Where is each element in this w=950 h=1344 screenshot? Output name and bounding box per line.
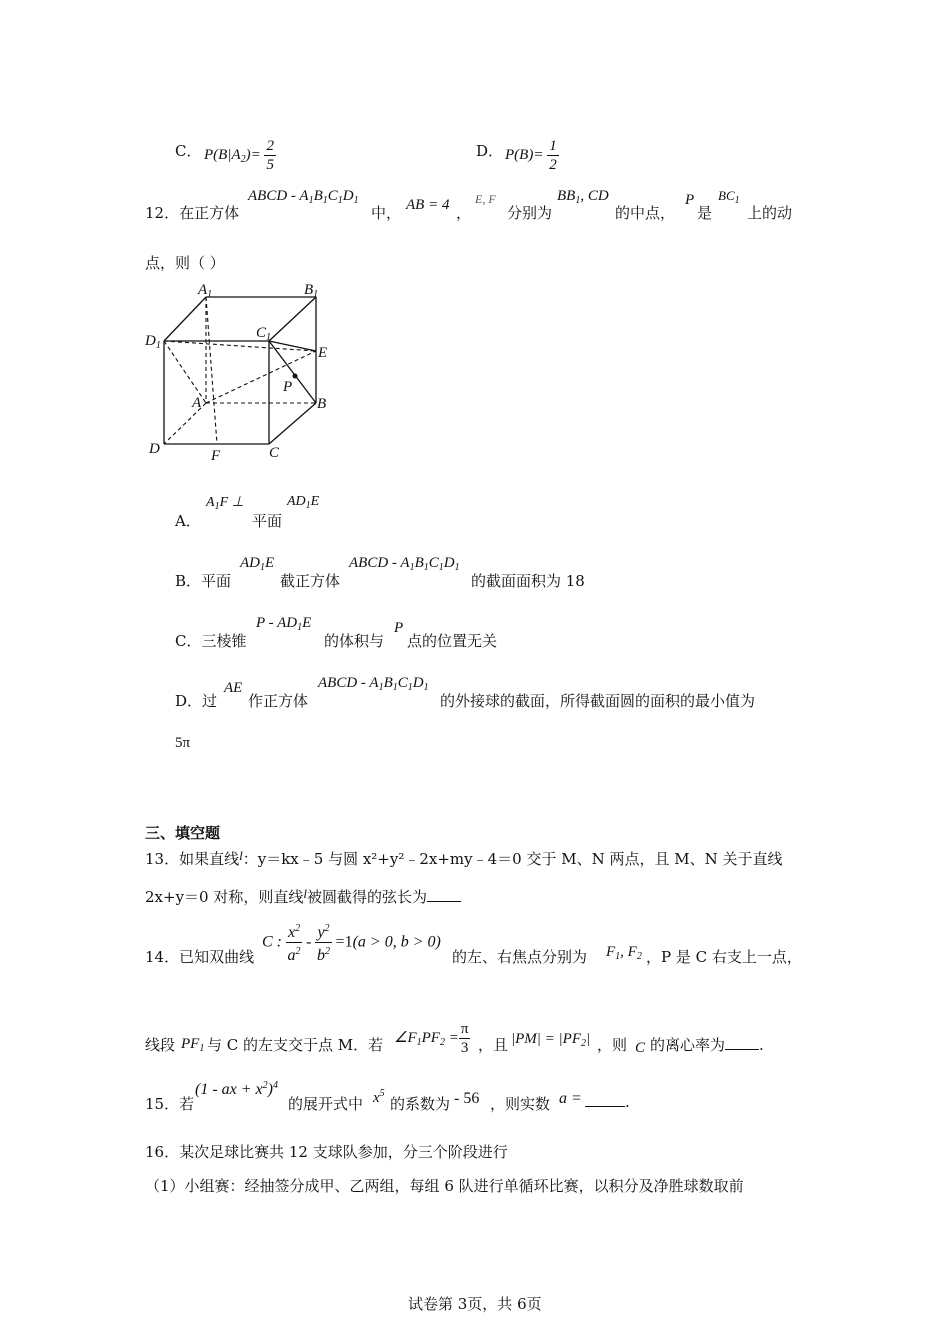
question-number: 13． (145, 850, 180, 868)
text: 的系数为 (390, 1095, 451, 1113)
q14-line2 (145, 1034, 175, 1055)
text: . (625, 1093, 630, 1111)
q14-number (145, 946, 254, 967)
q12-text (371, 202, 401, 223)
pm-expr: $|PM| = |PF_2|$ (511, 1031, 591, 1049)
denominator: 5 (266, 157, 274, 173)
text: ：y＝kx﹣5 与圆 x²+y²﹣2x+my﹣4＝0 交于 M、N 两点，且 M、N 关于直线 (242, 850, 783, 868)
math-expr: l (239, 848, 243, 863)
binomial-expr: (1 - ax + $x^2)^4$ (195, 1080, 278, 1098)
text: 被圆截得的弦长为 (306, 888, 427, 906)
option-label: A． (175, 512, 201, 530)
cube-name: ABCD - $A_1B_1C_1D_1$ (318, 675, 429, 693)
math-expr: AD (287, 494, 306, 509)
math-expr: F (606, 944, 616, 960)
text: 平面 (252, 512, 283, 530)
x5-expr: $x^5$ (373, 1088, 385, 1106)
math-expr: |PM| = |PF (511, 1031, 581, 1047)
label-d1: $D_1$ (145, 333, 161, 351)
math-expr: , CD (580, 188, 609, 204)
q15-text (490, 1093, 550, 1114)
text: 作正方体 (248, 692, 309, 710)
text: 三棱锥 (201, 632, 247, 650)
pf1-expr: $PF_1$ (181, 1036, 205, 1054)
cube-name: ABCD - $A_1B_1C_1D_1$ (349, 555, 460, 573)
q14-text (650, 1034, 764, 1055)
math-expr: )= (245, 146, 261, 163)
math-expr: E, F (475, 192, 496, 206)
label-b: B (317, 396, 327, 412)
q12-text (324, 630, 384, 651)
label-e: E (318, 345, 328, 361)
q12-text (175, 735, 190, 752)
text: 过 (202, 692, 218, 710)
q12-text (615, 202, 675, 223)
section-title (145, 822, 220, 843)
q11-option-d (476, 140, 503, 161)
c-var (635, 1040, 645, 1057)
q12-option-a (175, 510, 201, 531)
q14-text (452, 946, 587, 967)
math-expr: P - AD (256, 615, 298, 631)
math-sub: 2 (240, 153, 246, 165)
q12-text (407, 630, 497, 651)
hyperbola-eq: C : $\frac{x^2}{a^2}$ - $\frac{y^2}{b^2}$ =1(a > 0, b > 0) (262, 920, 441, 965)
ef-expr (475, 192, 496, 207)
q12-text (507, 202, 552, 223)
q12-text (248, 690, 308, 711)
math-expr: BB (557, 188, 576, 204)
question-number: 15． (145, 1095, 180, 1113)
math-expr: x (288, 924, 296, 941)
text: 中， (371, 204, 402, 222)
math-expr: l (303, 886, 307, 901)
q11-option-c-math (204, 137, 276, 174)
fraction (264, 137, 276, 174)
text: （1）小组赛：经抽签分成甲、乙两组，每组 6 队进行单循环比赛，以积分及净胜球数取前 (145, 1177, 744, 1195)
fraction: $\frac{x^2}{a^2}$ (286, 920, 302, 965)
point-p (293, 374, 298, 379)
option-label: D． (476, 142, 504, 160)
coef-expr (454, 1090, 479, 1108)
math-expr: 5π (175, 735, 191, 751)
q12-line1 (145, 202, 239, 223)
q13-line2 (145, 886, 461, 907)
label-d: D (149, 441, 160, 457)
label-c1: $C_1$ (256, 325, 272, 343)
footer-text: 试卷第 3页，共 6页 (408, 1295, 542, 1313)
answer-blank[interactable] (427, 889, 461, 902)
q12-option-d (175, 690, 217, 711)
label-a: A (192, 395, 202, 411)
option-label: C． (175, 142, 202, 160)
page-footer (408, 1293, 542, 1314)
denominator: 3 (460, 1040, 469, 1056)
ad1e-expr: $AD_1E$ (240, 555, 275, 573)
text: 点的位置无关 (407, 632, 498, 650)
math-expr: F ⊥ (219, 495, 244, 510)
question-number: 14． (145, 948, 180, 966)
text: 截正方体 (280, 572, 341, 590)
q12-line2 (145, 252, 225, 273)
angle-expr: $\angle F_1PF_2$ = $\frac{\pi}{3}$ (394, 1021, 469, 1056)
q15-text (288, 1093, 363, 1114)
text: 分别为 (507, 204, 553, 222)
text: P 是 C 右支上一点， (661, 948, 802, 966)
q12-text (280, 570, 340, 591)
answer-blank[interactable] (585, 1094, 625, 1107)
math-expr: =1 (335, 933, 353, 951)
math-expr: b (316, 947, 325, 964)
math-expr: P(B)= (505, 146, 544, 163)
math-expr: (a > 0, b > 0) (352, 933, 441, 951)
answer-blank[interactable] (725, 1037, 759, 1050)
text: 已知双曲线 (179, 948, 255, 966)
q11-option-c (175, 140, 201, 161)
fraction: $\frac{y^2}{b^2}$ (315, 920, 331, 965)
numerator: 2 (266, 138, 274, 154)
label-p: P (283, 379, 293, 395)
text: 在正方体 (179, 204, 240, 222)
q13-line1 (145, 848, 783, 869)
text: 的左、右焦点分别为 (452, 948, 588, 966)
text: 点，则（ ） (145, 254, 225, 272)
option-label: C． (175, 632, 202, 650)
math-expr: P (685, 192, 695, 208)
text: 与 C 的左支交于点 M．若 (207, 1036, 384, 1054)
math-expr: AE (224, 680, 243, 696)
math-expr: A (206, 495, 215, 510)
text: 平面 (201, 572, 232, 590)
pyramid-expr: P - $AD_1E$ (256, 615, 312, 633)
cube-figure (140, 280, 340, 465)
p-var: P (394, 620, 404, 636)
text: 若 (179, 1095, 195, 1113)
cube-name: ABCD - $A_1B_1C_1D_1$ (248, 188, 359, 206)
text: ， (456, 204, 472, 222)
q14-text (207, 1034, 383, 1055)
ab-eq (406, 197, 449, 214)
q16-line2 (145, 1175, 744, 1196)
question-number: 16． (145, 1143, 180, 1161)
text: 如果直线 (179, 850, 240, 868)
text: ，且 (478, 1036, 509, 1054)
q12-text (747, 202, 792, 223)
a-var (559, 1090, 582, 1108)
q11-option-d-math (505, 137, 559, 174)
q15-blank (585, 1093, 630, 1111)
q12-text (440, 690, 755, 711)
a1f-expr: $A_1F$ ⊥ (206, 495, 244, 512)
text: 的离心率为 (650, 1036, 726, 1054)
numerator: π (460, 1021, 469, 1037)
option-label: B． (175, 572, 202, 590)
math-expr: ∠F (394, 1029, 417, 1046)
text: 的展开式中 (288, 1095, 364, 1113)
f1f2-expr: $F_1$, $F_2$ (606, 944, 642, 962)
q12-text (697, 202, 712, 223)
fraction (547, 137, 559, 174)
text: 线段 (145, 1036, 176, 1054)
label-a1: $A_1$ (198, 282, 213, 300)
question-number: 12． (145, 204, 180, 222)
q12-text (456, 202, 471, 223)
text: 是 (697, 204, 713, 222)
math-expr: BC (718, 188, 735, 203)
bc1-expr: $BC_1$ (718, 188, 740, 206)
math-expr: E (310, 494, 320, 509)
q12-text (252, 510, 282, 531)
fraction (459, 1020, 471, 1057)
text: 上的动 (747, 204, 793, 222)
q15-line (145, 1093, 194, 1114)
denominator: 2 (549, 157, 557, 173)
q15-text (390, 1093, 450, 1114)
q14-text (597, 1034, 627, 1055)
q14-text (646, 946, 802, 967)
math-expr: (1 - ax + x (195, 1081, 263, 1098)
q14-text (478, 1034, 508, 1055)
math-expr: - 56 (454, 1090, 480, 1107)
q16-line1 (145, 1141, 508, 1162)
q12-option-c (175, 630, 247, 651)
numerator: 1 (549, 138, 557, 154)
text: ， (646, 948, 662, 966)
math-expr: PF (181, 1036, 200, 1052)
math-expr: y (317, 924, 325, 941)
text: ，则实数 (490, 1095, 551, 1113)
bb1cd-expr: $BB_1$, CD (557, 188, 609, 206)
p-var (685, 192, 694, 209)
label-b1: $B_1$ (304, 282, 319, 300)
option-label: D． (175, 692, 203, 710)
math-expr: ABCD - A (248, 188, 309, 204)
ae-expr (224, 680, 242, 697)
text: 2x+y＝0 对称，则直线 (145, 888, 304, 906)
q12-option-b (175, 570, 231, 591)
text: . (759, 1036, 764, 1054)
math-expr: a = (559, 1090, 582, 1107)
text: ，则 (597, 1036, 628, 1054)
label-c: C (269, 445, 280, 461)
math-expr: AB = 4 (406, 197, 450, 213)
text: 的外接球的截面，所得截面圆的面积的最小值为 (440, 692, 756, 710)
text: 的截面面积为 18 (471, 572, 585, 590)
heading: 三、填空题 (145, 824, 221, 842)
text: 的体积与 (324, 632, 385, 650)
text: 的中点， (615, 204, 676, 222)
math-expr: C (635, 1040, 646, 1056)
math-expr: P(B|A (204, 146, 241, 163)
math-expr: x (373, 1090, 380, 1106)
math-expr: a (287, 947, 296, 964)
math-expr: C : (262, 933, 282, 951)
label-f: F (211, 448, 221, 464)
q12-text (471, 570, 585, 591)
text: 某次足球比赛共 12 支球队参加，分三个阶段进行 (179, 1143, 508, 1161)
ad1e-expr: $AD_1E$ (287, 494, 320, 511)
